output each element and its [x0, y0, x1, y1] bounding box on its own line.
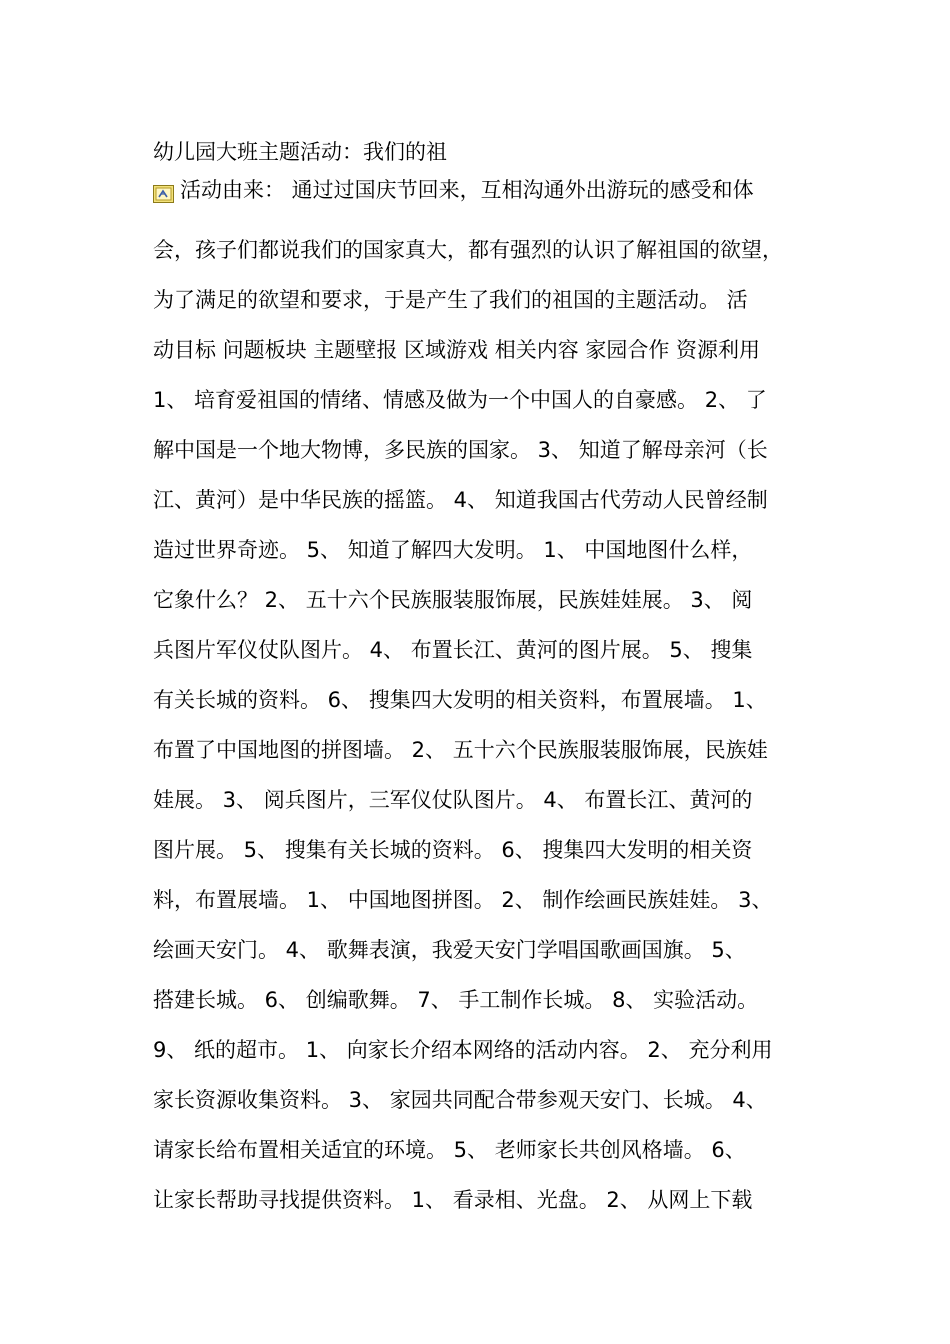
body-line: 布置了中国地图的拼图墙。 2、 五十六个民族服装服饰展，民族娃: [153, 738, 768, 762]
body-line: 它象什么？ 2、 五十六个民族服装服饰展，民族娃娃展。 3、 阅: [153, 588, 753, 612]
document-body: [153, 233, 853, 1233]
body-line: 娃展。 3、 阅兵图片，三军仪仗队图片。 4、 布置长江、黄河的: [153, 788, 753, 812]
intro-line: [153, 175, 754, 205]
body-line: 绘画天安门。 4、 歌舞表演，我爱天安门学唱国歌画国旗。 5、: [153, 938, 746, 962]
body-line: 江、黄河）是中华民族的摇篮。 4、 知道我国古代劳动人民曾经制: [153, 488, 768, 512]
body-line: 为了满足的欲望和要求，于是产生了我们的祖国的主题活动。 活: [153, 288, 748, 312]
body-line: 让家长帮助寻找提供资料。 1、 看录相、光盘。 2、 从网上下载: [153, 1188, 753, 1212]
body-line: 动目标 问题板块 主题壁报 区域游戏 相关内容 家园合作 资源利用: [153, 338, 761, 362]
body-line: 会，孩子们都说我们的国家真大，都有强烈的认识了解祖国的欲望，: [153, 238, 783, 262]
body-line: 家长资源收集资料。 3、 家园共同配合带参观天安门、长城。 4、: [153, 1088, 767, 1112]
body-line: 解中国是一个地大物博，多民族的国家。 3、 知道了解母亲河（长: [153, 438, 768, 462]
body-line: 料，布置展墙。 1、 中国地图拼图。 2、 制作绘画民族娃娃。 3、: [153, 888, 773, 912]
body-line: 图片展。 5、 搜集有关长城的资料。 6、 搜集四大发明的相关资: [153, 838, 753, 862]
document-link-icon[interactable]: [153, 181, 174, 199]
intro-text: 活动由来： 通过过国庆节回来，互相沟通外出游玩的感受和体: [180, 178, 754, 202]
document-title: 幼儿园大班主题活动：我们的祖: [153, 140, 447, 164]
body-line: 1、 培育爱祖国的情绪、情感及做为一个中国人的自豪感。 2、 了: [153, 388, 767, 412]
body-line: 造过世界奇迹。 5、 知道了解四大发明。 1、 中国地图什么样，: [153, 538, 753, 562]
body-line: 有关长城的资料。 6、 搜集四大发明的相关资料，布置展墙。 1、: [153, 688, 767, 712]
body-line: 搭建长城。 6、 创编歌舞。 7、 手工制作长城。 8、 实验活动。: [153, 988, 759, 1012]
body-line: 9、 纸的超市。 1、 向家长介绍本网络的活动内容。 2、 充分利用: [153, 1038, 773, 1062]
body-line: 兵图片军仪仗队图片。 4、 布置长江、黄河的图片展。 5、 搜集: [153, 638, 753, 662]
body-line: 请家长给布置相关适宜的环境。 5、 老师家长共创风格墙。 6、: [153, 1138, 746, 1162]
